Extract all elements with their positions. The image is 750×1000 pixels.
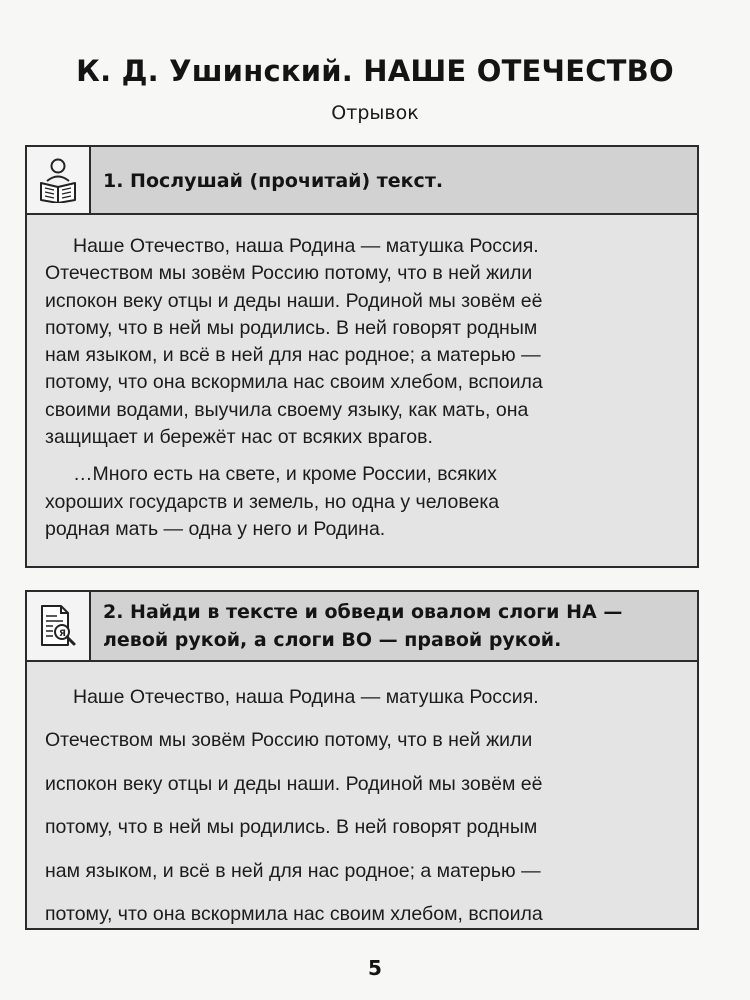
text-line: испокон веку отцы и деды наши. Родиной мы зовём её — [45, 289, 543, 312]
text-line: Наше Отечество, наша Родина — матушка Россия. — [73, 235, 539, 257]
task-1-box — [25, 145, 699, 568]
text-line: потому, что она вскормила нас своим хлебом, вспоила — [45, 903, 543, 926]
task-2-instruction-line: левой рукой, а слоги ВО — правой рукой. — [103, 629, 562, 651]
text-line: Наше Отечество, наша Родина — матушка Россия. — [73, 686, 539, 708]
task-2-icon-cell — [27, 592, 91, 660]
document-search-icon — [39, 604, 77, 648]
text-line: своими водами, выучила своему языку, как мать, она — [45, 398, 529, 421]
page-subtitle: Отрывок — [331, 102, 419, 124]
text-line: потому, что в ней мы родились. В ней говорят родным — [45, 816, 538, 839]
task-1-header — [27, 147, 697, 215]
reader-with-book-icon — [38, 157, 78, 203]
task-1-instruction: 1. Послушай (прочитай) текст. — [103, 170, 444, 192]
text-line: Отечеством мы зовём Россию потому, что в ней жили — [45, 262, 533, 285]
page-title: К. Д. Ушинский. НАШЕ ОТЕЧЕСТВО — [76, 54, 674, 88]
text-line: испокон веку отцы и деды наши. Родиной мы зовём её — [45, 772, 543, 795]
text-line: потому, что в ней мы родились. В ней говорят родным — [45, 316, 538, 339]
task-2-instruction — [103, 598, 687, 654]
page-number: 5 — [368, 956, 382, 980]
text-line: Отечеством мы зовём Россию потому, что в ней жили — [45, 729, 533, 752]
task-2-text — [45, 676, 685, 936]
text-line: потому, что она вскормила нас своим хлебом, вспоила — [45, 371, 543, 394]
task-2-header — [27, 592, 697, 662]
text-line: нам языком, и всё в ней для нас родное; а матерью — — [45, 344, 541, 367]
task-2-instruction-line: 2. Найди в тексте и обведи овалом слоги НА — — [103, 601, 623, 623]
svg-text:Я: Я — [59, 629, 66, 639]
task-1-icon-cell — [27, 147, 91, 213]
text-line: родная мать — одна у него и Родина. — [45, 517, 386, 540]
task-1-text — [45, 233, 685, 543]
text-line: нам языком, и всё в ней для нас родное; а матерью — — [45, 859, 541, 882]
task-2-box — [25, 590, 699, 930]
text-line: …Много есть на свете, и кроме России, всяких — [73, 463, 497, 486]
text-line: защищает и бережёт нас от всяких врагов. — [45, 426, 433, 449]
text-line: хороших государств и земель, но одна у человека — [45, 490, 500, 513]
